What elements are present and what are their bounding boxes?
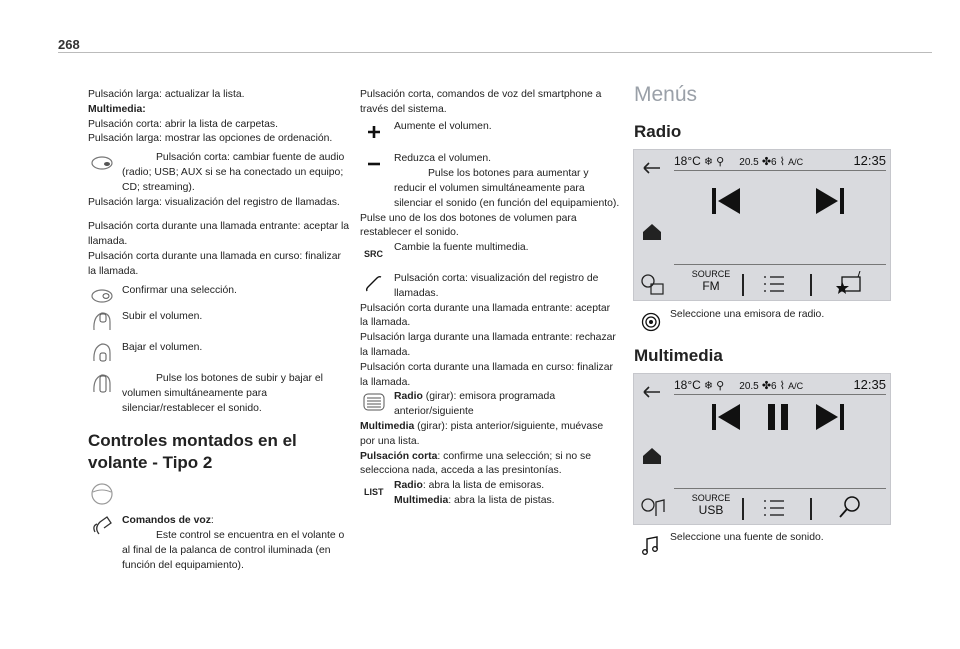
clock: 12:35: [853, 153, 886, 168]
fan-level: 6: [771, 157, 777, 168]
pause-icon[interactable]: [766, 402, 790, 432]
text-line: Pulsación corta durante una llamada entrante: aceptar la llamada.: [88, 221, 350, 248]
list-row: [360, 479, 620, 509]
text-line: [122, 372, 350, 416]
separator: [810, 498, 812, 520]
favorite-radio-icon[interactable]: [836, 271, 862, 295]
list-multi-text: : abra la lista de pistas.: [448, 494, 555, 506]
minus-icon: [362, 152, 386, 176]
wheel-multi-label: Multimedia: [360, 420, 415, 432]
src-row: [360, 241, 620, 260]
voice-row: Comandos de voz: Este control se encuentra en el volante o al final de la palanca de control iluminada (en función del equipamiento).: [88, 514, 350, 573]
list-radio-text: : abra la lista de emisoras.: [422, 480, 545, 492]
confirm-row: [88, 284, 350, 299]
header-rule: [58, 52, 932, 53]
text-line: Aumente el volumen.: [394, 120, 492, 132]
text-line: Confirmar una selección.: [122, 284, 237, 296]
src-control-row: [88, 151, 350, 195]
seat-icon: ⌇: [779, 156, 786, 168]
list-radio-label: Radio: [394, 480, 423, 492]
previous-icon[interactable]: [710, 402, 742, 432]
text-line: Reduzca el volumen.: [394, 153, 492, 165]
thumbwheel-icon: [362, 390, 386, 414]
pin-icon: ⚲: [716, 156, 725, 168]
ac-label: A/C: [788, 381, 804, 391]
source-label: SOURCE: [691, 493, 731, 503]
previous-icon[interactable]: [710, 186, 742, 216]
snow-icon: ❄: [703, 380, 714, 392]
text-line: Bajar el volumen.: [122, 342, 203, 354]
text-line: Pulsación corta, comandos de voz del smartphone a través del sistema.: [360, 89, 602, 115]
text-line: Pulsación corta: abrir la lista de carpetas.: [88, 118, 279, 130]
mute-text: Pulse los botones de subir y bajar el volumen simultáneamente para silenciar/restablecer el sonido.: [122, 372, 323, 414]
text-line: [394, 167, 620, 211]
wheel-radio-label: Radio: [394, 391, 423, 403]
multimedia-title: Multimedia: [634, 346, 723, 365]
radio-screen: [633, 149, 891, 301]
text-line: Pulsación corta durante una llamada entrante: aceptar la llamada.: [360, 302, 611, 329]
ac-label: A/C: [788, 157, 804, 167]
src-text: Pulsación corta: cambiar fuente de audio (radio; USB; AUX si se ha conectado un equipo; CD; streaming).: [122, 152, 345, 193]
minus-b: Pulse los botones para aumentar y reducir el volumen simultáneamente para silenciar el sonido (en función del equipamiento).: [394, 168, 620, 209]
volume-both-buttons-icon: [90, 372, 114, 396]
pin-icon: ⚲: [716, 380, 725, 392]
wheel-button-icon: [90, 151, 114, 175]
text-line: Pulsación larga durante una llamada entrante: rechazar la llamada.: [360, 332, 616, 358]
top-divider: [674, 394, 886, 395]
text-line: Pulsación larga: visualización del registro de llamadas.: [88, 196, 340, 208]
fan-icon: ✤: [761, 156, 772, 168]
text-line: [122, 529, 350, 573]
column-2: [360, 88, 620, 509]
fan-icon: ✤: [761, 380, 772, 392]
next-icon[interactable]: [814, 402, 846, 432]
voice-label: Comandos de voz: [122, 515, 211, 527]
volume-down-button-icon: [90, 341, 114, 365]
clock: 12:35: [853, 377, 886, 392]
phone-row: [360, 272, 620, 302]
music-note-icon: [640, 535, 660, 557]
wheel-row: [360, 390, 620, 420]
list-label: LIST: [364, 487, 384, 498]
source-label: SOURCE: [691, 269, 731, 279]
multimedia-screen: [633, 373, 891, 525]
page-number: 268: [58, 37, 80, 52]
text-line: Cambie la fuente multimedia.: [394, 242, 529, 254]
voice-command-icon: [90, 514, 114, 538]
steering-icon: [90, 482, 350, 512]
volume-up-button-icon: [90, 310, 114, 334]
section-heading: Controles montados en el volante - Tipo 2: [88, 431, 297, 473]
screen-sidebar: [634, 150, 670, 300]
text-line: Subir el volumen.: [122, 311, 203, 323]
source-value: FM: [702, 279, 720, 293]
top-divider: [674, 170, 886, 171]
voice-text: Este control se encuentra en el volante o al final de la palanca de control iluminada (en función del equipamiento).: [122, 529, 345, 571]
wheel-radio-text: (girar): emisora programada anterior/siguiente: [394, 391, 556, 418]
snow-icon: ❄: [703, 156, 714, 168]
text-line: Multimedia:: [88, 103, 146, 115]
fan-level: 6: [771, 381, 777, 392]
text-line: Pulsación larga: actualizar la lista.: [88, 89, 245, 100]
menus-title: Menús: [634, 83, 698, 106]
list-icon[interactable]: [762, 274, 786, 294]
vol-down-row: [88, 341, 350, 356]
column-1: [88, 88, 350, 573]
source-value: USB: [698, 503, 724, 517]
status-value: 20.5: [739, 157, 759, 168]
thumbwheel-press-icon: [90, 284, 114, 308]
text-line: [122, 151, 350, 195]
text-line: Pulse uno de los dos botones de volumen para restablecer el sonido.: [360, 212, 577, 239]
plus-row: [360, 120, 620, 135]
radio-caption: Seleccione una emisora de radio.: [670, 309, 825, 320]
search-icon[interactable]: [838, 495, 862, 519]
mute-row: [88, 372, 350, 416]
next-icon[interactable]: [814, 186, 846, 216]
bottom-divider: [674, 264, 886, 265]
separator: [810, 274, 812, 296]
phone-icon: [362, 272, 386, 296]
press-text: : confirme una selección; si no se selecciona nada, acceda a las presintonías.: [360, 450, 592, 477]
status-value: 20.5: [739, 381, 759, 392]
press-label: Pulsación corta: [360, 450, 438, 462]
separator: [742, 274, 744, 296]
src-label: SRC: [364, 249, 384, 260]
text-line: Pulsación corta durante una llamada en curso: finalizar la llamada.: [88, 250, 341, 277]
source-button[interactable]: [688, 269, 734, 292]
minus-row: [360, 152, 620, 211]
list-icon[interactable]: [762, 498, 786, 518]
radio-title: Radio: [634, 122, 682, 141]
text-line: Pulsación corta: visualización del registro de llamadas.: [394, 272, 599, 299]
temperature: 18°C: [674, 154, 701, 168]
source-button[interactable]: [688, 493, 734, 516]
plus-icon: [362, 120, 386, 144]
separator: [742, 498, 744, 520]
wheel-multi-text: (girar): pista anterior/siguiente, muévase por una lista.: [360, 420, 604, 447]
text-line: Pulsación larga: mostrar las opciones de ordenación.: [88, 133, 333, 145]
temperature: 18°C: [674, 378, 701, 392]
seat-icon: ⌇: [779, 380, 786, 392]
radio-signal-icon: [640, 311, 662, 333]
text-line: Pulsación corta durante una llamada en curso: finalizar la llamada.: [360, 361, 613, 388]
list-multi-label: Multimedia: [394, 494, 449, 506]
bottom-divider: [674, 488, 886, 489]
screen-sidebar: [634, 374, 670, 524]
vol-up-row: [88, 310, 350, 325]
multimedia-caption: Seleccione una fuente de sonido.: [670, 532, 824, 543]
